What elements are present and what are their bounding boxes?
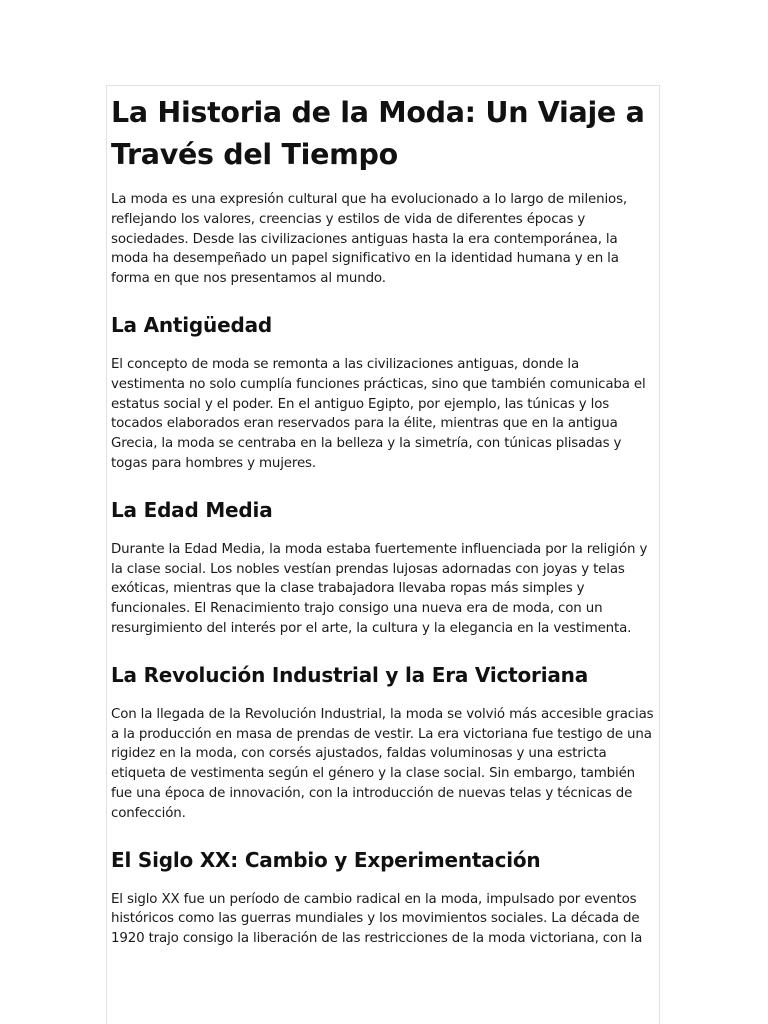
document-title: La Historia de la Moda: Un Viaje a Través del Tiempo xyxy=(111,96,645,171)
section-heading-edad-media: La Edad Media xyxy=(111,497,273,522)
section-body-edad-media: Durante la Edad Media, la moda estaba fuertemente influenciada por la religión y la clase social. Los nobles vestían prendas lujosas adornadas con joyas y telas exóticas, mientras que la clase trabajadora llevaba ropas más simples y funcionales. El Renacimiento trajo consigo una nueva era de moda, con un resurgimiento del interés por el arte, la cultura y la elegancia en la vestimenta. xyxy=(111,541,648,636)
section-body-siglo-xx: El siglo XX fue un período de cambio radical en la moda, impulsado por eventos históricos como las guerras mundiales y los movimientos sociales. La década de 1920 trajo consigo la liberación de las restricciones de la moda victoriana, con la xyxy=(111,891,643,947)
section-heading-revolucion-industrial: La Revolución Industrial y la Era Victoriana xyxy=(111,662,589,687)
intro-paragraph: La moda es una expresión cultural que ha evolucionado a lo largo de milenios, reflejando los valores, creencias y estilos de vida de diferentes épocas y sociedades. Desde las civilizaciones antiguas hasta la era contemporánea, la moda ha desempeñado un papel significativo en la identidad humana y en la forma en que nos presentamos al mundo. xyxy=(111,192,628,287)
section-body-antiguedad: El concepto de moda se remonta a las civilizaciones antiguas, donde la vestimenta no solo cumplía funciones prácticas, sino que también comunicaba el estatus social y el poder. En el antiguo Egipto, por ejemplo, las túnicas y los tocados elaborados eran reservados para la élite, mientras que en la antigua Grecia, la moda se centraba en la belleza y la simetría, con túnicas plisadas y togas para hombres y mujeres. xyxy=(111,356,646,471)
section-body-revolucion-industrial: Con la llegada de la Revolución Industrial, la moda se volvió más accesible gracias a la producción en masa de prendas de vestir. La era victoriana fue testigo de una rigidez en la moda, con corsés ajustados, faldas voluminosas y una estricta etiqueta de vestimenta según el género y la clase social. Sin embargo, también fue una época de innovación, con la introducción de nuevas telas y técnicas de confección. xyxy=(111,706,654,821)
document-content xyxy=(107,86,659,949)
section-heading-antiguedad: La Antigüedad xyxy=(111,312,272,337)
section-heading-siglo-xx: El Siglo XX: Cambio y Experimentación xyxy=(111,847,541,872)
document-page xyxy=(106,85,660,1024)
